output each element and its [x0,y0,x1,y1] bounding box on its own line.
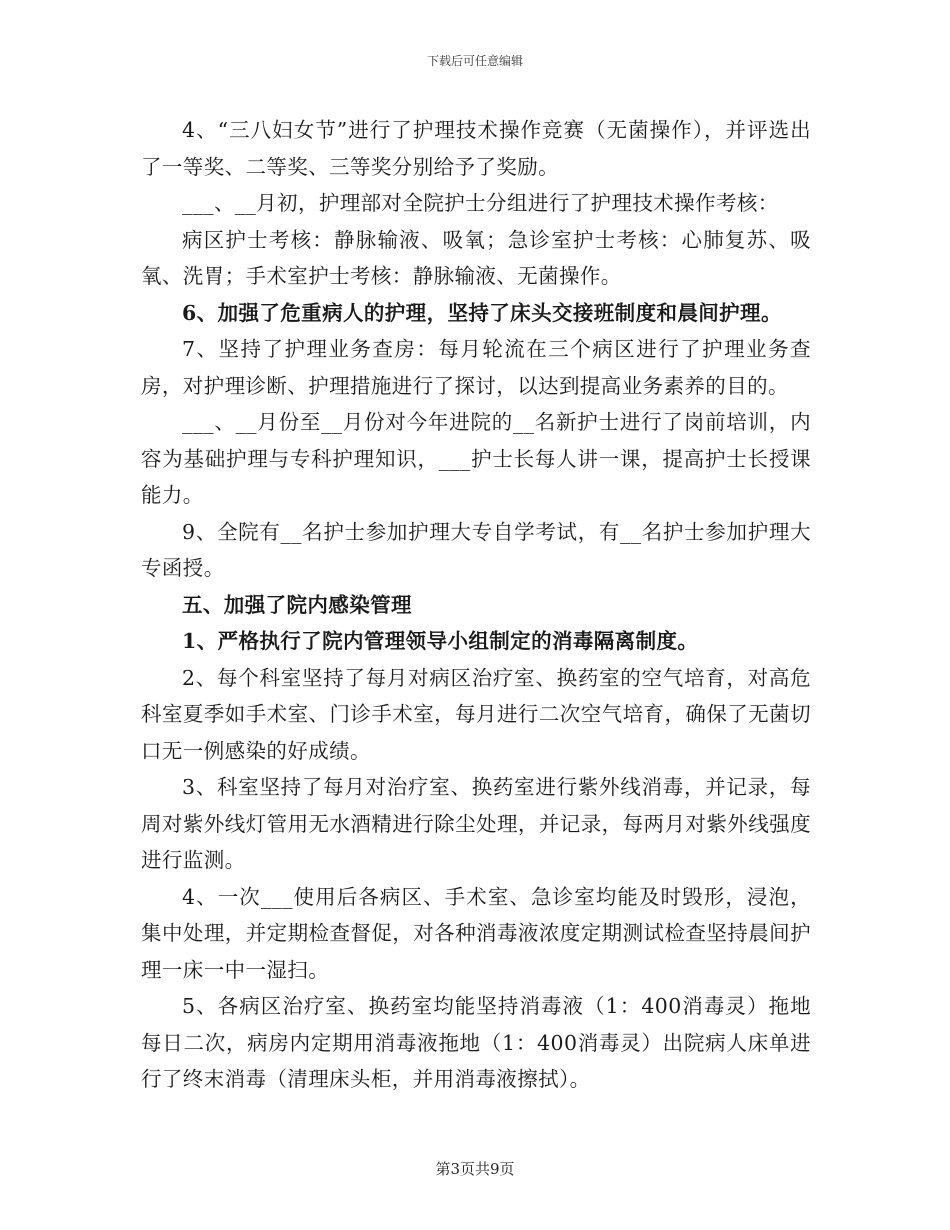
paragraph-5: 7、坚持了护理业务查房：每月轮流在三个病区进行了护理业务查房，对护理诊断、护理措施进行了探讨，以达到提高业务素养的目的。 [141,337,811,398]
page-header: 下载后可任意编辑 [426,54,523,68]
paragraph-6: ___、__月份至__月份对今年进院的__名新护士进行了岗前培训，内容为基础护理与专科护理知识，___护士长每人讲一课，提高护士长授课能力。 [141,410,811,507]
paragraph-11: 3、科室坚持了每月对治疗室、换药室进行紫外线消毒，并记录，每周对紫外线灯管用无水酒精进行除尘处理，并记录，每两月对紫外线强度进行监测。 [141,775,811,872]
paragraph-7: 9、全院有__名护士参加护理大专自学考试，有__名护士参加护理大专函授。 [141,519,811,580]
paragraph-12: 4、一次___使用后各病区、手术室、急诊室均能及时毁形，浸泡，集中处理，并定期检查督促，对各种消毒液浓度定期测试检查坚持晨间护理一床一中一湿扫。 [141,884,811,982]
section-heading: 五、加强了院内感染管理 [182,592,412,617]
paragraph-1: 4、“三八妇女节”进行了护理技术操作竞赛（无菌操作），并评选出了一等奖、二等奖、三等奖分别给予了奖励。 [141,118,811,179]
page-footer: 第3页共9页 [435,1160,515,1178]
paragraph-4: 6、加强了危重病人的护理，坚持了床头交接班制度和晨间护理。 [182,300,782,325]
paragraph-10: 2、每个科室坚持了每月对病区治疗室、换药室的空气培育，对高危科室夏季如手术室、门诊手术室，每月进行二次空气培育，确保了无菌切口无一例感染的好成绩。 [141,665,811,763]
paragraph-9: 1、严格执行了院内管理领导小组制定的消毒隔离制度。 [182,629,699,653]
paragraph-2: ___、__月初，护理部对全院护士分组进行了护理技术操作考核： [182,191,779,215]
document-body [141,112,811,1098]
paragraph-13: 5、各病区治疗室、换药室均能坚持消毒液（1：400消毒灵）拖地每日二次，病房内定期用消毒液拖地（1：400消毒灵）出院病人床单进行了终末消毒（清理床头柜，并用消毒液擦拭）。 [141,994,811,1091]
paragraph-3: 病区护士考核：静脉输液、吸氧；急诊室护士考核：心肺复苏、吸氧、洗胃；手术室护士考核：静脉输液、无菌操作。 [141,227,811,288]
